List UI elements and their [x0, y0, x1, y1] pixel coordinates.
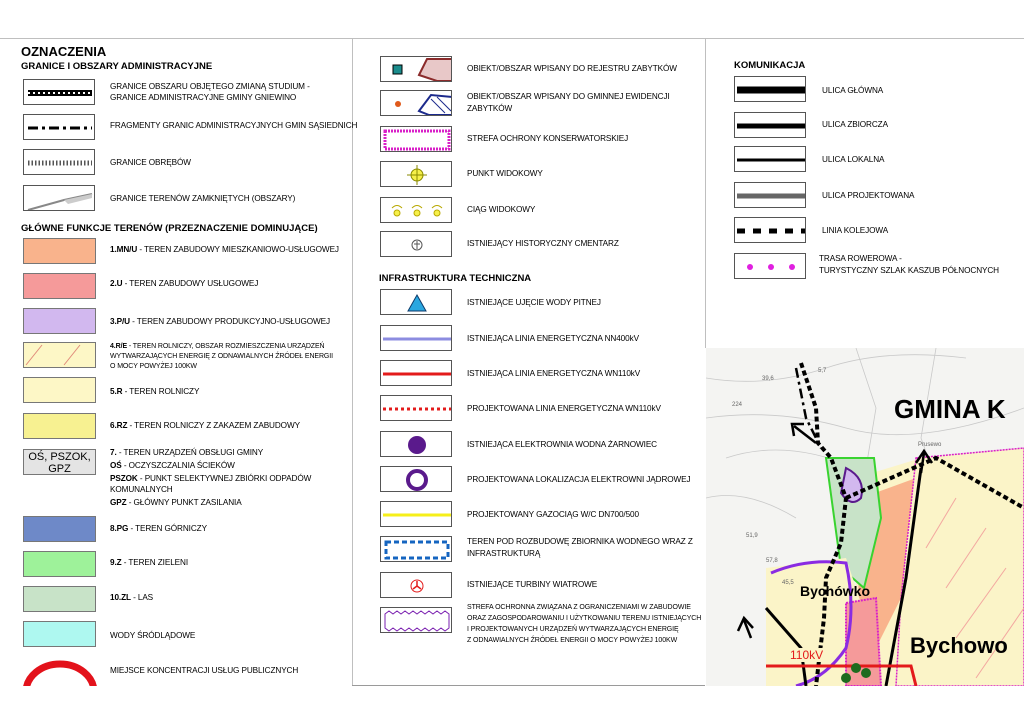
infra-label-3: ISTNIEJĄCA LINIA ENERGETYCZNA WN110kV	[467, 369, 641, 378]
nn400-line-symbol	[380, 325, 452, 351]
swatch-z	[23, 551, 96, 577]
legend-title: OZNACZENIA	[21, 44, 107, 59]
os-label-2: OŚ - OCZYSZCZALNIA ŚCIEKÓW	[110, 461, 235, 470]
heritage-label-4: PUNKT WIDOKOWY	[467, 169, 543, 178]
map-tiny-2: 224	[732, 402, 743, 408]
map-tiny-5: 51,9	[746, 533, 758, 539]
collector-street-symbol	[734, 112, 806, 138]
function-label-10: 10.ZL - LAS	[110, 593, 154, 602]
top-border	[0, 38, 1024, 39]
map-tiny-4: 57,8	[766, 558, 778, 564]
heritage-label-1: OBIEKT/OBSZAR WPISANY DO REJESTRU ZABYTKÓW	[467, 64, 677, 73]
projected-wn110-symbol	[380, 395, 452, 421]
wn110-line-symbol	[380, 360, 452, 386]
public-services-icon	[20, 654, 100, 686]
transport-title: KOMUNIKACJA	[734, 60, 806, 71]
precinct-boundary-symbol	[23, 149, 95, 175]
swatch-os-pszok-gpz	[23, 449, 96, 475]
cemetery-symbol	[380, 231, 452, 257]
transport-label-2: ULICA ZBIORCZA	[822, 120, 888, 129]
function-label-8: 8.PG - TEREN GÓRNICZY	[110, 524, 207, 533]
infra-label-8b: INFRASTRUKTURĄ	[467, 549, 541, 558]
function-label-2: 2.U - TEREN ZABUDOWY USŁUGOWEJ	[110, 279, 259, 288]
function-label-1: 1.MN/U - TEREN ZABUDOWY MIESZKANIOWO-USŁUGOWEJ	[110, 245, 339, 254]
swatch-r-e	[23, 342, 96, 368]
infrastructure-title: INFRASTRUKTURA TECHNICZNA	[379, 273, 532, 284]
map-gmina-label: GMINA K	[894, 394, 1006, 424]
map-tiny-6: 45,5	[782, 580, 794, 586]
swatch-pg	[23, 516, 96, 542]
transport-label-1: ULICA GŁÓWNA	[822, 86, 884, 95]
conservation-zone-symbol	[380, 126, 452, 152]
column-divider-2	[705, 38, 706, 348]
zone-label-1: STREFA OCHRONNA ZWIĄZANA Z OGRANICZENIAMI W ZABUDOWIE	[467, 604, 691, 611]
wind-turbine-symbol	[380, 572, 452, 598]
local-street-symbol	[734, 146, 806, 172]
infra-label-5: ISTNIEJĄCA ELEKTROWNIA WODNA ŻARNOWIEC	[467, 440, 657, 449]
functions-section-title: GŁÓWNE FUNKCJE TERENÓW (PRZEZNACZENIE DOMINUJĄCE)	[21, 223, 318, 234]
swatch-rz	[23, 413, 96, 439]
transport-label-6b: TURYSTYCZNY SZLAK KASZUB PÓŁNOCNYCH	[819, 266, 999, 275]
function-label-3: 3.P/U - TEREN ZABUDOWY PRODUKCYJNO-USŁUGOWEJ	[110, 317, 331, 326]
function-label-9: 9.Z - TEREN ZIELENI	[110, 558, 189, 567]
map-tiny-7: Prusewo	[918, 442, 942, 448]
boundary-label-1b: GRANICE ADMINISTRACYJNE GMINY GNIEWINO	[110, 93, 297, 102]
function-label-5: 5.R - TEREN ROLNICZY	[110, 387, 200, 396]
zone-label-4: Z ODNAWIALNYCH ŹRÓDEŁ ENERGII O MOCY POWYŻEJ 100KW	[467, 637, 678, 644]
gas-pipeline-symbol	[380, 501, 452, 527]
zone-label-3: I PROJEKTOWANYCH URZĄDZEŃ WYTWARZAJĄCYCH ENERGIĘ	[467, 626, 679, 633]
function-label-4b: WYTWARZAJĄCYCH ENERGIĘ Z ODNAWIALNYCH ŹRÓDEŁ ENERGII	[110, 353, 333, 360]
zone-label-2: ORAZ ZAGOSPODAROWANIU I UŻYTKOWANIU TERENU ISTNIEJĄCYCH	[467, 615, 702, 622]
municipal-monument-symbol	[380, 90, 452, 116]
boundary-label-3: GRANICE OBRĘBÓW	[110, 158, 191, 167]
boundary-label-1a: GRANICE OBSZARU OBJĘTEGO ZMIANĄ STUDIUM -	[110, 82, 310, 91]
function-label-6: 6.RZ - TEREN ROLNICZY Z ZAKAZEM ZABUDOWY	[110, 421, 300, 430]
swatch-mn-u	[23, 238, 96, 264]
os-box-line1: OŚ, PSZOK,	[28, 451, 91, 463]
os-box-line2: GPZ	[48, 463, 71, 475]
infra-label-4: PROJEKTOWANA LINIA ENERGETYCZNA WN110kV	[467, 404, 661, 413]
bottom-border	[352, 685, 705, 686]
os-label-1: 7. - TEREN URZĄDZEŃ OBSŁUGI GMINY	[110, 448, 264, 457]
map-village-bychowo: Bychowo	[910, 633, 1008, 658]
res-protection-zone-symbol	[380, 607, 452, 633]
infra-label-8a: TEREN POD ROZBUDOWĘ ZBIORNIKA WODNEGO WRAZ Z	[467, 537, 693, 546]
water-intake-symbol	[380, 289, 452, 315]
infra-label-7: PROJEKTOWANY GAZOCIĄG W/C DN700/500	[467, 510, 639, 519]
railway-symbol	[734, 217, 806, 243]
function-label-water: WODY ŚRÓDLĄDOWE	[110, 631, 196, 640]
swatch-water	[23, 621, 96, 647]
transport-label-6a: TRASA ROWEROWA -	[819, 254, 902, 263]
closed-area-symbol	[23, 185, 95, 211]
map-110kv-label: 110kV	[790, 648, 824, 662]
infra-label-1: ISTNIEJĄCE UJĘCIE WODY PITNEJ	[467, 298, 601, 307]
heritage-label-2a: OBIEKT/OBSZAR WPISANY DO GMINNEJ EWIDENCJI	[467, 92, 670, 101]
register-monument-symbol	[380, 56, 452, 82]
heritage-label-6: ISTNIEJĄCY HISTORYCZNY CMENTARZ	[467, 239, 619, 248]
heritage-label-3: STREFA OCHRONY KONSERWATORSKIEJ	[467, 134, 629, 143]
admin-section-title: GRANICE I OBSZARY ADMINISTRACYJNE	[21, 61, 213, 72]
infra-label-6: PROJEKTOWANA LOKALIZACJA ELEKTROWNI JĄDROWEJ	[467, 475, 691, 484]
function-label-4: 4.R/E - TEREN ROLNICZY, OBSZAR ROZMIESZCZENIA URZĄDZEŃ	[110, 343, 325, 350]
boundary-label-4: GRANICE TERENÓW ZAMKNIĘTYCH (OBSZARY)	[110, 194, 296, 203]
reservoir-expansion-symbol	[380, 536, 452, 562]
boundary-label-2: FRAGMENTY GRANIC ADMINISTRACYJNYCH GMIN SĄSIEDNICH	[110, 121, 358, 130]
public-services-label: MIEJSCE KONCENTRACJI USŁUG PUBLICZNYCH	[110, 666, 299, 675]
viewpoint-symbol	[380, 161, 452, 187]
column-divider-1	[352, 38, 353, 686]
swatch-u	[23, 273, 96, 299]
map-tiny-1: 39,6	[762, 376, 774, 382]
swatch-zl	[23, 586, 96, 612]
map-village-bychowko: Bychówko	[800, 583, 871, 599]
infra-label-9: ISTNIEJĄCE TURBINY WIATROWE	[467, 580, 598, 589]
study-boundary-symbol	[23, 79, 95, 105]
nuclear-plant-symbol	[380, 466, 452, 492]
projected-street-symbol	[734, 182, 806, 208]
map-fragment	[706, 348, 1024, 686]
heritage-label-5: CIĄG WIDOKOWY	[467, 205, 536, 214]
heritage-label-2b: ZABYTKÓW	[467, 104, 513, 113]
transport-label-4: ULICA PROJEKTOWANA	[822, 191, 915, 200]
transport-label-5: LINIA KOLEJOWA	[822, 226, 889, 235]
hydro-plant-symbol	[380, 431, 452, 457]
os-label-5: GPZ - GŁÓWNY PUNKT ZASILANIA	[110, 498, 242, 507]
bike-route-symbol	[734, 253, 806, 279]
view-corridor-symbol	[380, 197, 452, 223]
os-label-3: PSZOK - PUNKT SELEKTYWNEJ ZBIÓRKI ODPADÓW	[110, 474, 312, 483]
main-street-symbol	[734, 76, 806, 102]
swatch-p-u	[23, 308, 96, 334]
neighbour-boundary-symbol	[23, 114, 95, 140]
function-label-4c: O MOCY POWYŻEJ 100KW	[110, 363, 197, 370]
map-tiny-3: 5,7	[818, 368, 827, 374]
os-label-4: KOMUNALNYCH	[110, 485, 173, 494]
transport-label-3: ULICA LOKALNA	[822, 155, 885, 164]
swatch-r	[23, 377, 96, 403]
infra-label-2: ISTNIEJĄCA LINIA ENERGETYCZNA NN400kV	[467, 334, 639, 343]
